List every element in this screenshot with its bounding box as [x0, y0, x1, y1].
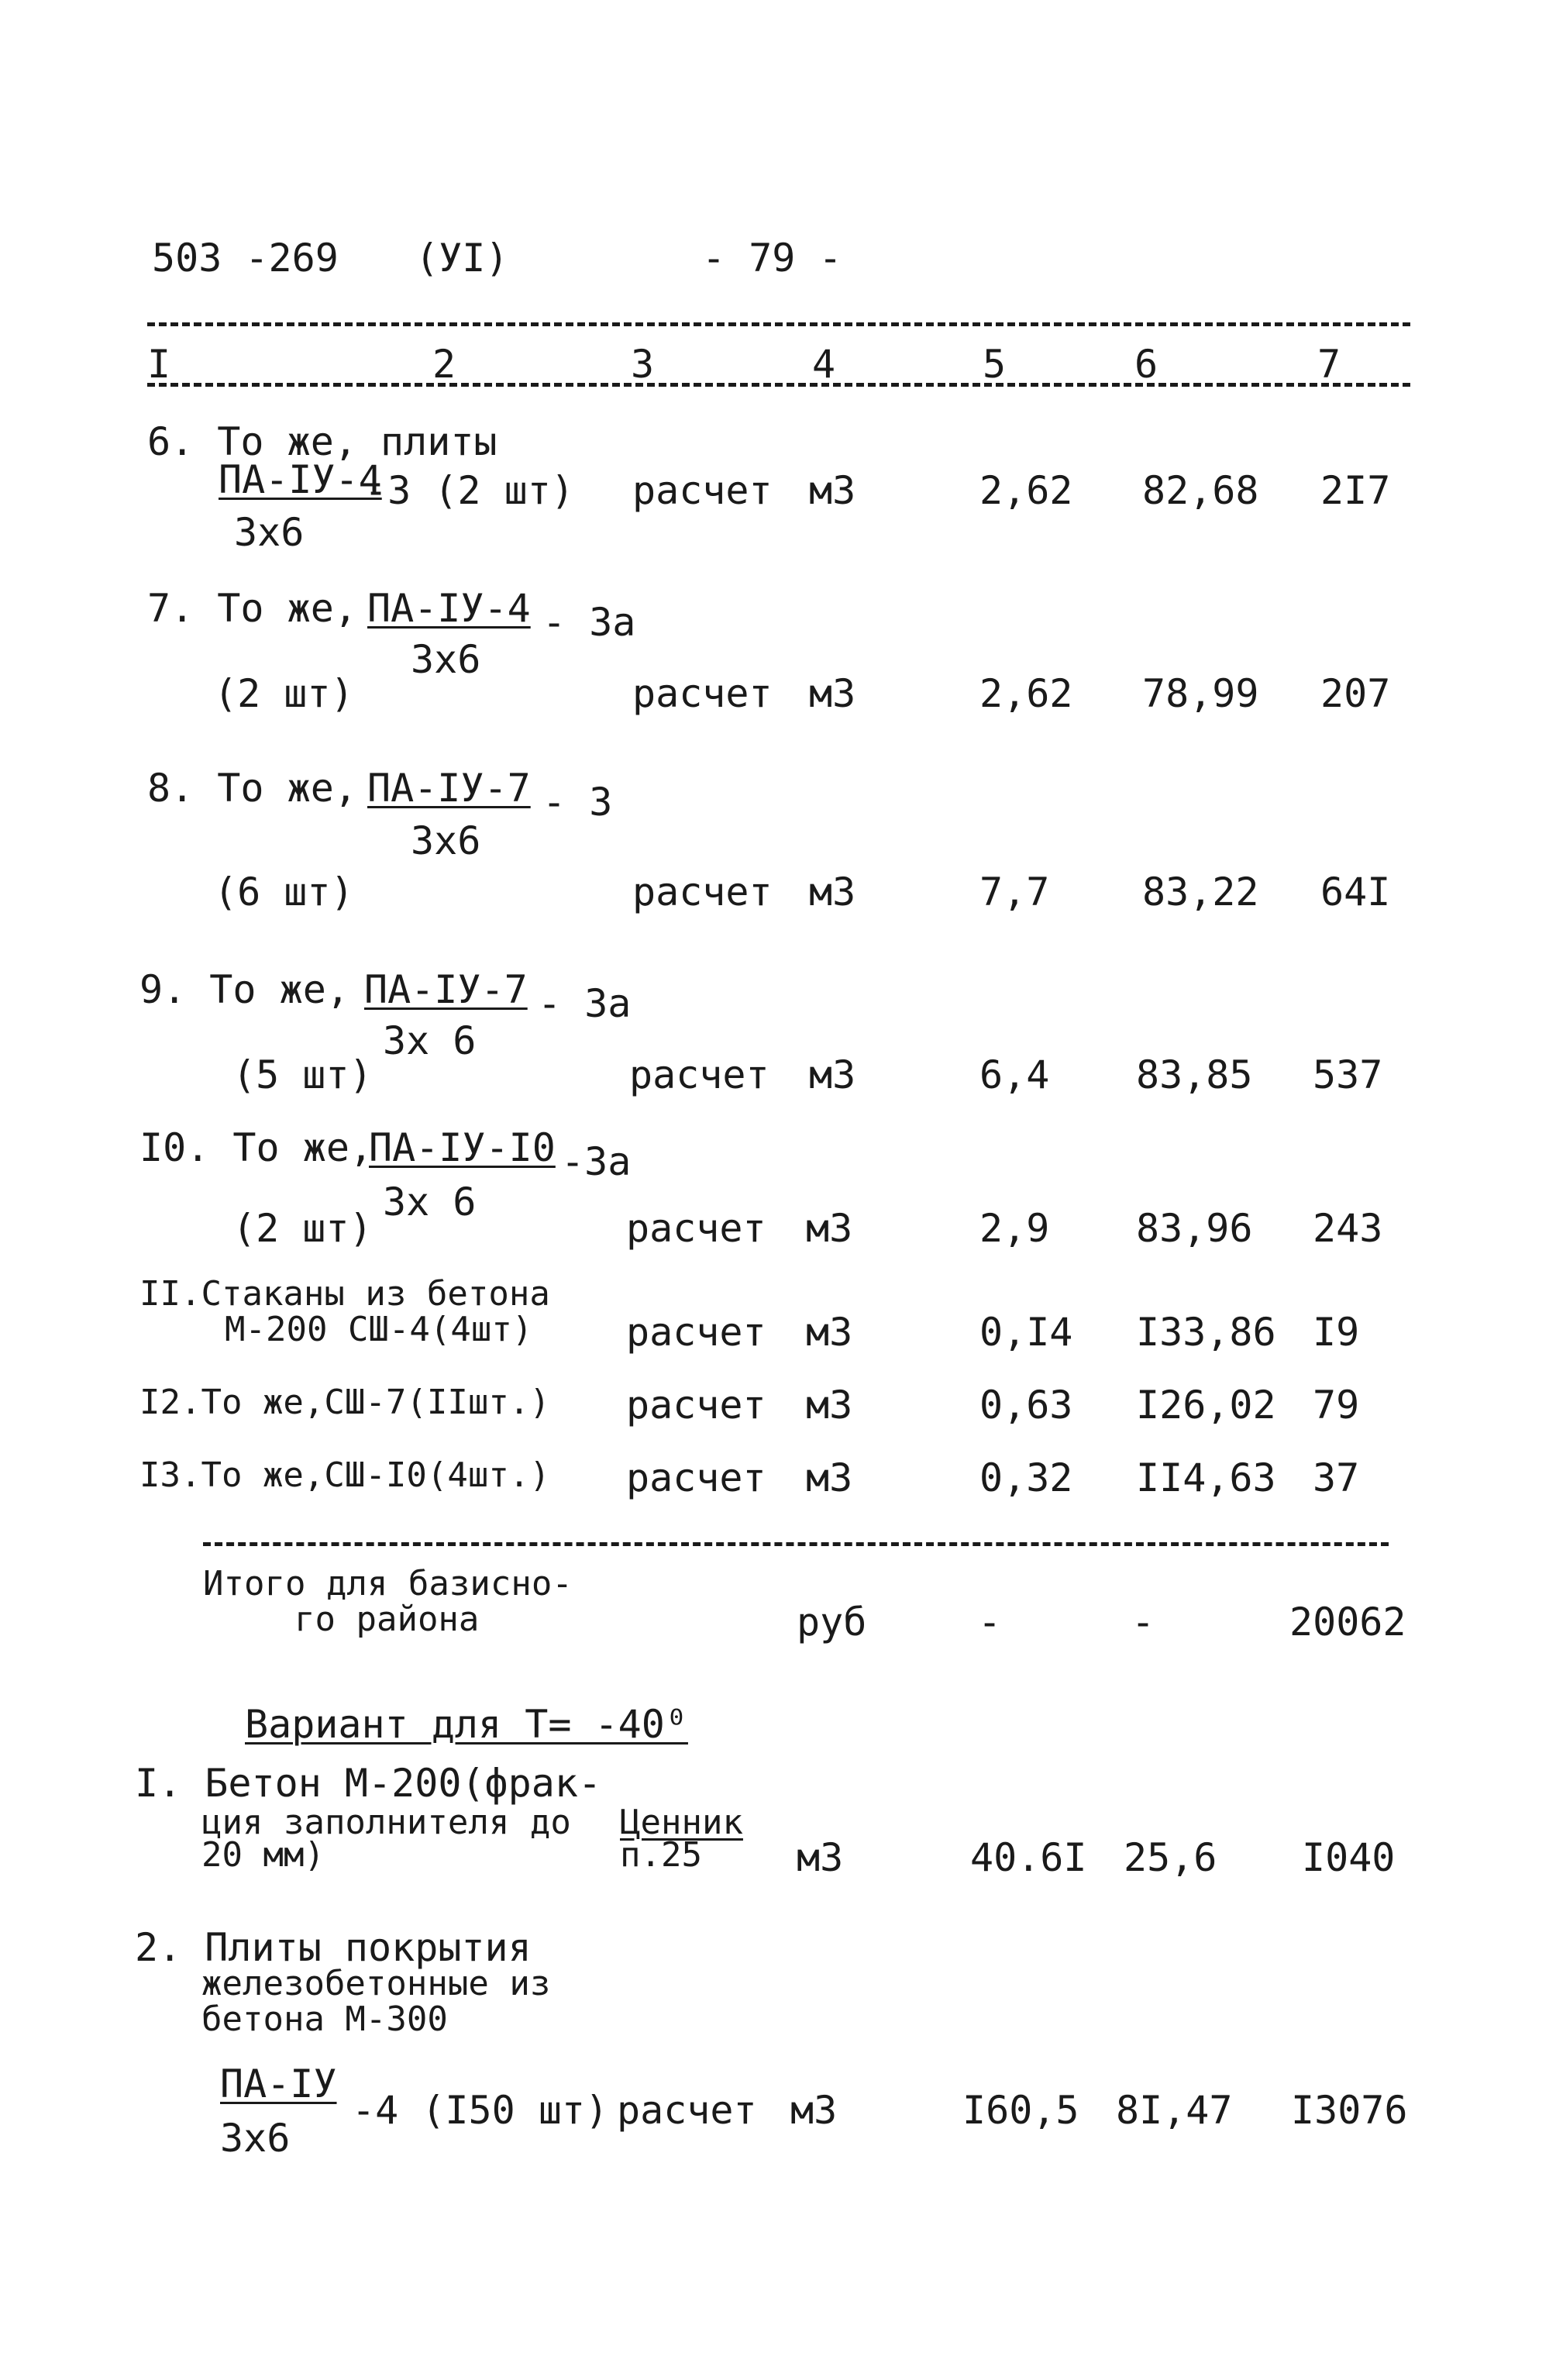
variant-2-fraction-num: ПА-IУ: [220, 2061, 337, 2106]
row-9-fraction-tail: - 3а: [538, 981, 632, 1026]
row-10-price: 83,96: [1136, 1206, 1253, 1251]
subtotal-label-line-1: Итого для базисно-: [203, 1564, 573, 1603]
subtotal-label-line-2: го района: [294, 1600, 480, 1639]
subtotal-unit: руб: [797, 1600, 867, 1645]
variant-2-method: расчет: [617, 2088, 757, 2133]
row-13-unit: м3: [806, 1455, 853, 1500]
row-7-price: 78,99: [1142, 671, 1259, 716]
row-11-title: II.Стаканы из бетона: [139, 1274, 550, 1314]
row-8-price: 83,22: [1142, 870, 1259, 914]
row-7-count: (2 шт): [214, 671, 354, 716]
col-6-number: 6: [1134, 342, 1158, 387]
row-8-count: (6 шт): [214, 870, 354, 914]
row-12-price: I26,02: [1136, 1383, 1276, 1428]
row-13-qty: 0,32: [979, 1455, 1073, 1500]
row-9-count: (5 шт): [232, 1052, 373, 1097]
row-10-method: расчет: [626, 1206, 766, 1251]
row-9-price: 83,85: [1136, 1052, 1253, 1097]
row-7-fraction-num: ПА-IУ-4: [367, 586, 531, 631]
col-2-number: 2: [432, 342, 456, 387]
variant-1-method-source: Ценник: [620, 1803, 743, 1842]
row-11-total: I9: [1313, 1310, 1360, 1355]
table-top-rule: [147, 322, 1410, 326]
row-6-method: расчет: [632, 468, 773, 513]
row-6-price: 82,68: [1142, 468, 1259, 513]
variant-2-fraction-tail: -4 (I50 шт): [352, 2088, 609, 2133]
row-6-total: 2I7: [1320, 468, 1391, 513]
row-13-title: I3.То же,СШ-I0(4шт.): [139, 1455, 550, 1495]
row-7-label: 7. То же,: [147, 586, 357, 631]
row-9-unit: м3: [809, 1052, 856, 1097]
row-6-fraction-num: ПА-IУ-4: [219, 457, 382, 502]
row-9-label: 9. То же,: [139, 967, 349, 1012]
variant-2-title: 2. Плиты покрытия: [135, 1925, 532, 1970]
row-13-price: II4,63: [1136, 1455, 1276, 1500]
col-4-number: 4: [812, 342, 836, 387]
variant-2-fraction-den: 3х6: [220, 2116, 291, 2161]
row-9-fraction-den: 3х 6: [383, 1018, 477, 1063]
variant-heading: Вариант для Т= -40⁰: [245, 1702, 688, 1747]
row-11-unit: м3: [806, 1310, 853, 1355]
row-12-title: I2.То же,СШ-7(IIшт.): [139, 1383, 550, 1422]
subtotal-price: -: [1131, 1600, 1155, 1645]
variant-2-total: I3076: [1291, 2088, 1408, 2133]
row-9-total: 537: [1313, 1052, 1383, 1097]
page-number: - 79 -: [702, 236, 842, 281]
row-6-fraction-den: 3х6: [234, 510, 305, 555]
row-12-total: 79: [1313, 1383, 1360, 1428]
col-5-number: 5: [983, 342, 1007, 387]
row-8-method: расчет: [632, 870, 773, 914]
row-10-label: I0. То же,: [139, 1125, 374, 1170]
row-7-unit: м3: [809, 671, 856, 716]
row-11-method: расчет: [626, 1310, 766, 1355]
variant-2-line-2: железобетонные из: [201, 1964, 551, 2003]
variant-1-method-ref: п.25: [620, 1835, 702, 1875]
header-bottom-rule: [147, 383, 1410, 387]
row-7-fraction-den: 3х6: [411, 637, 481, 682]
row-9-fraction-num: ПА-IУ-7: [364, 967, 528, 1012]
col-7-number: 7: [1317, 342, 1341, 387]
row-7-method: расчет: [632, 671, 773, 716]
row-8-fraction-den: 3х6: [411, 818, 481, 863]
row-12-qty: 0,63: [979, 1383, 1073, 1428]
variant-1-line-2: ция заполнителя до: [201, 1803, 571, 1842]
variant-2-line-3: бетона М-300: [201, 1999, 448, 2039]
row-10-fraction-tail: -3а: [561, 1139, 632, 1184]
row-11-price: I33,86: [1136, 1310, 1276, 1355]
row-10-fraction-den: 3х 6: [383, 1180, 477, 1224]
row-13-total: 37: [1313, 1455, 1360, 1500]
doc-number: 503 -269: [152, 236, 339, 281]
row-10-fraction-num: ПА-IУ-I0: [369, 1125, 556, 1170]
row-6-qty: 2,62: [979, 468, 1073, 513]
row-8-fraction-tail: - 3: [542, 780, 613, 825]
row-11-qty: 0,I4: [979, 1310, 1073, 1355]
col-3-number: 3: [631, 342, 655, 387]
row-9-qty: 6,4: [979, 1052, 1050, 1097]
row-9-method: расчет: [629, 1052, 769, 1097]
row-12-method: расчет: [626, 1383, 766, 1428]
row-8-unit: м3: [809, 870, 856, 914]
row-8-total: 64I: [1320, 870, 1391, 914]
row-10-qty: 2,9: [979, 1206, 1050, 1251]
subtotal-qty: -: [978, 1600, 1002, 1645]
row-8-fraction-num: ПА-IУ-7: [367, 766, 531, 811]
row-6-unit: м3: [809, 468, 856, 513]
row-7-qty: 2,62: [979, 671, 1073, 716]
section-code: (УI): [415, 236, 509, 281]
row-7-total: 207: [1320, 671, 1391, 716]
row-10-total: 243: [1313, 1206, 1383, 1251]
row-10-unit: м3: [806, 1206, 853, 1251]
subtotal-total: 20062: [1289, 1600, 1406, 1645]
row-6-fraction-tail: -3 (2 шт): [364, 468, 574, 513]
variant-1-title: I. Бетон М-200(фрак-: [135, 1761, 602, 1806]
variant-2-qty: I60,5: [962, 2088, 1079, 2133]
row-13-method: расчет: [626, 1455, 766, 1500]
row-10-count: (2 шт): [232, 1206, 373, 1251]
row-8-label: 8. То же,: [147, 766, 357, 811]
col-1-number: I: [147, 342, 171, 387]
row-11-subtitle: М-200 СШ-4(4шт): [225, 1310, 533, 1349]
variant-2-price: 8I,47: [1116, 2088, 1233, 2133]
row-6-title: 6. То же, плиты: [147, 419, 497, 464]
variant-1-price: 25,6: [1124, 1835, 1217, 1880]
row-7-fraction-tail: - 3а: [542, 600, 636, 645]
variant-2-unit: м3: [790, 2088, 838, 2133]
row-12-unit: м3: [806, 1383, 853, 1428]
variant-1-line-3: 20 мм): [201, 1835, 325, 1875]
variant-1-qty: 40.6I: [970, 1835, 1087, 1880]
row-8-qty: 7,7: [979, 870, 1050, 914]
subtotal-rule: [203, 1542, 1389, 1546]
variant-1-total: I040: [1302, 1835, 1396, 1880]
variant-1-unit: м3: [797, 1835, 844, 1880]
